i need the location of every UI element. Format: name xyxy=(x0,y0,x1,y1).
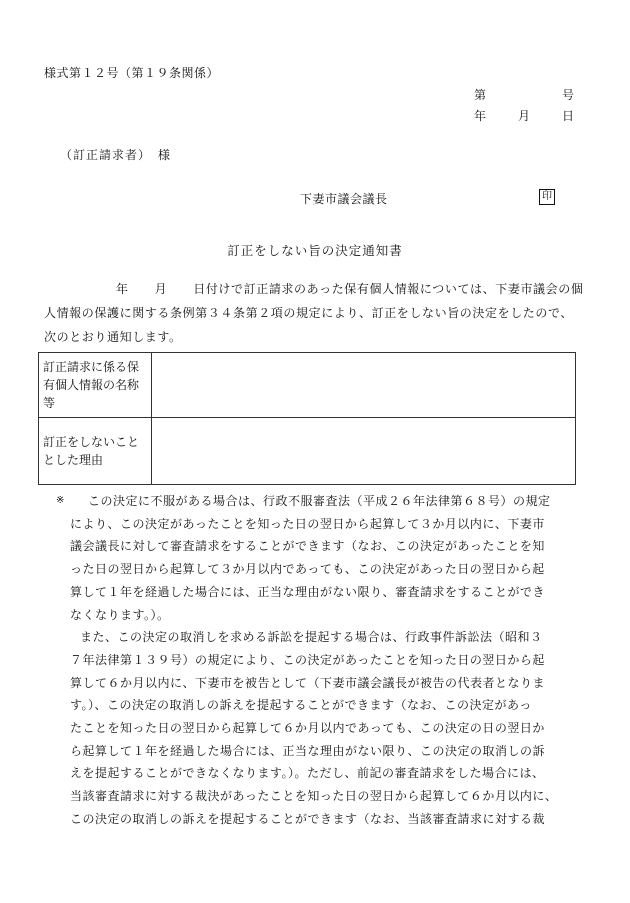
document-title: 訂正をしない旨の決定通知書 xyxy=(227,243,403,258)
note-line: により、この決定があったことを知った日の翌日から起算して３か月以内に、下妻市 xyxy=(70,516,545,531)
note-line: たことを知った日の翌日から起算して６か月以内であっても、この決定の日の翌日か xyxy=(70,721,545,736)
note-line: また、この決定の取消しを求める訴訟を提起する場合は、行政事件訴訟法（昭和３ xyxy=(80,630,543,645)
note-line: 議会議長に対して審査請求をすることができます（なお、この決定があったことを知 xyxy=(70,539,545,554)
table-row xyxy=(39,418,576,485)
note1-first xyxy=(70,490,588,513)
note-lawsuit xyxy=(56,626,588,830)
addressee: （訂正請求者） 様 xyxy=(60,148,172,162)
note-line: った日の翌日から起算して３か月以内であっても、この決定があった日の翌日から起 xyxy=(70,562,545,577)
note-line: ７年法律第１３９号）の規定により、この決定があったことを知った日の翌日から起 xyxy=(70,652,545,667)
note-line: なくなります。）。 xyxy=(70,607,170,622)
note-line: えを提起することができなくなります。）。ただし、前記の審査請求をした場合には、 xyxy=(70,766,545,781)
row-value xyxy=(152,353,576,418)
note-line: 算して１年を経過した場合には、正当な理由がない限り、審査請求をすることができ xyxy=(70,584,546,599)
note-line: 当該審査請求に対する裁決があったことを知った日の翌日から起算して６か月以内に、 xyxy=(70,789,558,804)
seal-text: 印 xyxy=(542,191,552,202)
row-label: 訂正請求に係る保有個人情報の名称等 xyxy=(39,353,152,418)
note-line: この決定に不服がある場合は、行政不服審査法（平成２６年法律第６８号）の規定 xyxy=(88,494,551,508)
table-row xyxy=(39,353,576,418)
note-line: す。）、この決定の取消しの訴えを提起することができます（なお、この決定があっ xyxy=(70,698,532,713)
sender-name: 下妻市議会議長 xyxy=(300,192,388,206)
note-mark: ※ xyxy=(56,495,65,506)
intro-year: 年 xyxy=(116,282,129,296)
row-label: 訂正をしないこととした理由 xyxy=(39,418,152,485)
intro-paragraph xyxy=(44,277,584,349)
doc-no-suffix: 号 xyxy=(562,88,575,102)
info-table xyxy=(38,352,576,485)
note-line: ら起算して１年を経過した場合には、正当な理由がない限り、この決定の取消しの訴 xyxy=(70,743,546,758)
seal-mark xyxy=(539,189,555,205)
doc-no-prefix: 第 xyxy=(474,88,487,102)
notes-section xyxy=(56,490,588,831)
note-line: 算して６か月以内に、下妻市を被告として（下妻市議会議長が被告の代表者となりま xyxy=(70,675,546,690)
date-year: 年 xyxy=(474,109,487,123)
intro-text: 日付けで訂正請求のあった保有個人情報については、下妻市議会の個人情報の保護に関する条例第３４条第２項の規定により、訂正をしない旨の決定をしたので、次のとおり通知します。 xyxy=(44,282,584,344)
date-day: 日 xyxy=(562,109,575,123)
note2-first xyxy=(70,626,588,649)
date-month: 月 xyxy=(518,109,531,123)
note-appeal xyxy=(56,490,588,626)
form-number: 様式第１２号（第１９条関係） xyxy=(44,66,220,80)
intro-month: 月 xyxy=(154,282,168,296)
note-line: この決定の取消しの訴えを提起することができます（なお、当該審査請求に対する裁 xyxy=(70,811,546,826)
row-value xyxy=(152,418,576,485)
